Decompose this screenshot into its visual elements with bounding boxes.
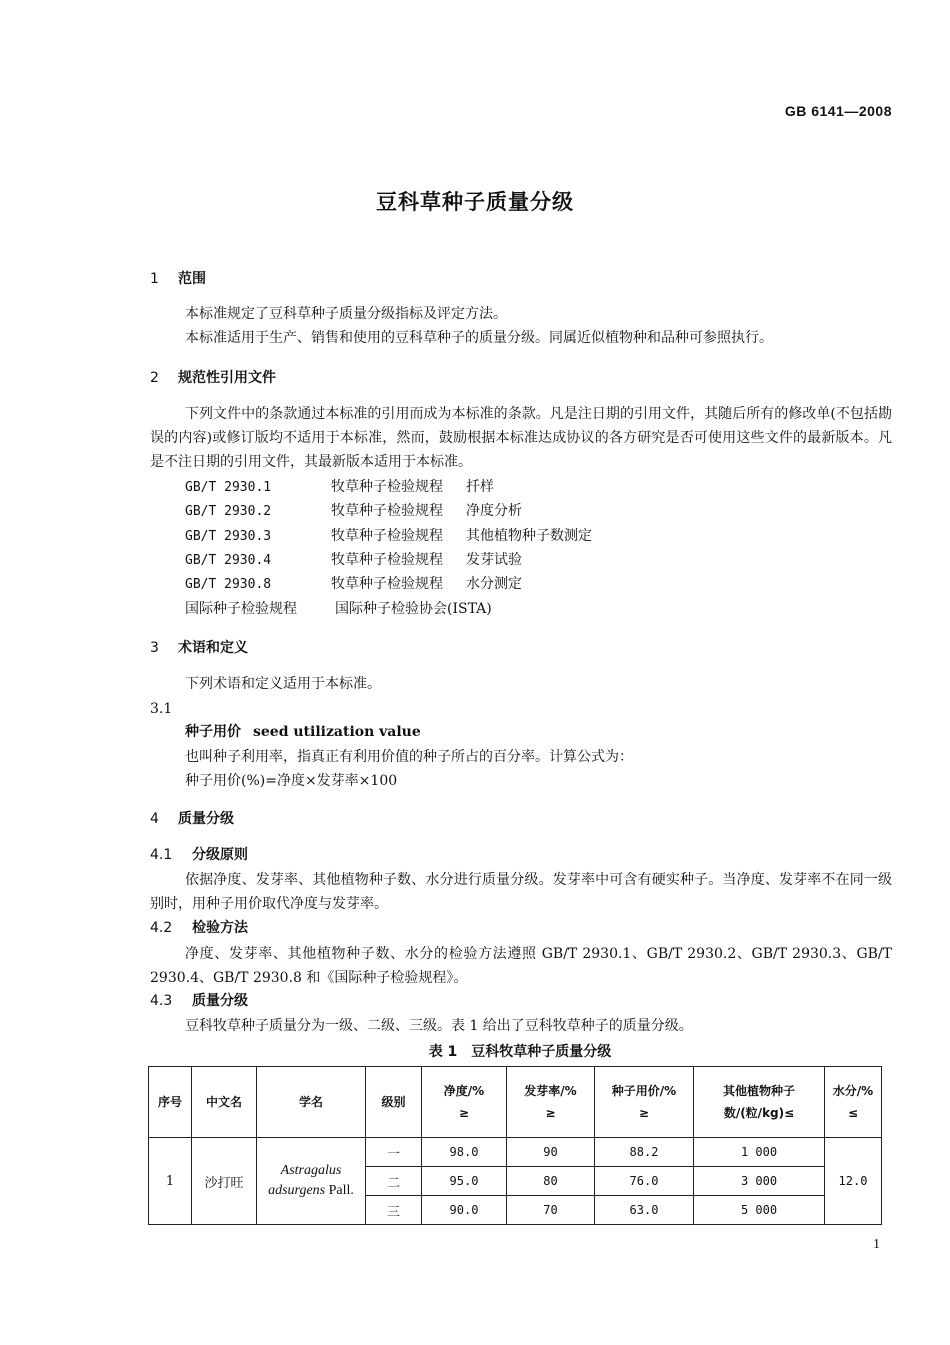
subsection-number: 4.3 — [150, 993, 173, 1009]
sci-genus: Astragalus — [280, 1163, 342, 1178]
header-line: 净度/% — [443, 1084, 485, 1098]
subsection-4-1-heading — [150, 844, 248, 864]
reference-part: 发芽试验 — [466, 552, 522, 568]
paragraph: 本标准适用于生产、销售和使用的豆科草种子的质量分级。同属近似植物种和品种可参照执行。 — [185, 330, 773, 346]
cell-germination: 80 — [507, 1167, 595, 1196]
subsection-title: 质量分级 — [192, 993, 248, 1009]
reference-name: 国际种子检验规程 — [185, 601, 297, 617]
header-line: 种子用价/% — [611, 1084, 677, 1098]
header-other-seeds — [694, 1067, 825, 1138]
cell-germination: 70 — [507, 1196, 595, 1225]
subsection-4-3-heading — [150, 990, 248, 1010]
cell-moisture: 12.0 — [825, 1138, 882, 1225]
header-moisture — [825, 1067, 882, 1138]
cell-purity: 90.0 — [422, 1196, 507, 1225]
section-3-heading — [150, 637, 248, 657]
document-title: 豆科草种子质量分级 — [376, 190, 574, 214]
header-line: 数/(粒/kg)≤ — [723, 1106, 795, 1120]
term-line — [185, 720, 421, 744]
sci-author: Pall. — [328, 1183, 354, 1198]
cell-purity: 98.0 — [422, 1138, 507, 1167]
section-number: 1 — [150, 271, 159, 287]
header-line: 发芽率/% — [524, 1084, 577, 1098]
section-title: 规范性引用文件 — [178, 370, 276, 386]
subsection-number: 4.1 — [150, 847, 173, 863]
reference-part: 水分测定 — [466, 576, 522, 592]
header-germination — [507, 1067, 595, 1138]
sci-species: adsurgens — [268, 1183, 326, 1198]
header-sci-name: 学名 — [257, 1067, 366, 1138]
paragraph: 下列文件中的条款通过本标准的引用而成为本标准的条款。凡是注日期的引用文件，其随后所有的修改单(不包括勘误的内容)或修订版均不适用于本标准，然而，鼓励根据本标准达成协议的各方研究是否可使用这些文件的最新版本。凡是不注日期的引用文件，其最新版本适用于本标准。 — [150, 406, 892, 470]
reference-item — [185, 549, 522, 569]
header-line: ≥ — [545, 1106, 556, 1120]
cell-grade: 二 — [366, 1167, 422, 1196]
definition: 也叫种子利用率，指真正有利用价值的种子所占的百分率。计算公式为： — [185, 749, 633, 765]
cell-seq: 1 — [149, 1138, 192, 1225]
term-chinese: 种子用价 — [185, 724, 241, 740]
section-number: 2 — [150, 370, 159, 386]
subsection-title: 检验方法 — [192, 920, 248, 936]
reference-part: 净度分析 — [466, 503, 522, 519]
reference-code: GB/T 2930.1 — [185, 480, 272, 495]
section-4-heading — [150, 808, 234, 828]
cell-grade: 三 — [366, 1196, 422, 1225]
term-english: seed utilization value — [253, 724, 421, 740]
subsection-title: 分级原则 — [192, 847, 248, 863]
reference-code: GB/T 2930.4 — [185, 553, 272, 568]
table-caption: 表 1 豆科牧草种子质量分级 — [428, 1044, 612, 1060]
paragraph: 豆科牧草种子质量分为一级、二级、三级。表 1 给出了豆科牧草种子的质量分级。 — [185, 1018, 693, 1034]
quality-table — [148, 1066, 882, 1225]
subsection-number: 3.1 — [150, 701, 173, 717]
header-purity — [422, 1067, 507, 1138]
reference-name: 牧草种子检验规程 — [331, 528, 443, 544]
cell-sci-name — [257, 1138, 366, 1225]
section-number: 4 — [150, 811, 159, 827]
reference-part: 扦样 — [466, 479, 494, 495]
header-line: 水分/% — [832, 1084, 874, 1098]
sci-species-line — [257, 1181, 365, 1201]
cell-germination: 90 — [507, 1138, 595, 1167]
reference-org: 国际种子检验协会(ISTA) — [335, 601, 492, 617]
section-2-heading — [150, 367, 276, 387]
reference-name: 牧草种子检验规程 — [331, 552, 443, 568]
header-cn-name: 中文名 — [192, 1067, 257, 1138]
header-seed-value — [595, 1067, 694, 1138]
section-title: 范围 — [178, 271, 206, 287]
section-title: 质量分级 — [178, 811, 234, 827]
reference-item — [185, 476, 494, 496]
paragraph: 依据净度、发芽率、其他植物种子数、水分进行质量分级。发芽率中可含有硬实种子。当净度、发芽率不在同一级别时，用种子用价取代净度与发芽率。 — [150, 872, 892, 912]
table-row — [149, 1138, 882, 1167]
standard-number: GB 6141—2008 — [784, 103, 892, 119]
cell-purity: 95.0 — [422, 1167, 507, 1196]
cell-seed-value: 76.0 — [595, 1167, 694, 1196]
cell-seed-value: 88.2 — [595, 1138, 694, 1167]
section-1-heading — [150, 268, 206, 288]
header-line: ≥ — [458, 1106, 470, 1120]
table-header-row — [149, 1067, 882, 1138]
section-title: 术语和定义 — [178, 640, 248, 656]
reference-code: GB/T 2930.8 — [185, 577, 272, 592]
header-line: 其他植物种子 — [722, 1084, 795, 1098]
reference-part: 其他植物种子数测定 — [466, 528, 592, 544]
reference-item — [185, 500, 522, 520]
header-grade: 级别 — [366, 1067, 422, 1138]
cell-cn-name: 沙打旺 — [192, 1138, 257, 1225]
paragraph: 下列术语和定义适用于本标准。 — [185, 676, 381, 692]
header-line: ≤ — [847, 1106, 859, 1120]
page-number: 1 — [873, 1237, 880, 1252]
paragraph: 净度、发芽率、其他植物种子数、水分的检验方法遵照 GB/T 2930.1、GB/T 2930.2、GB/T 2930.3、GB/T 2930.4、GB/T 2930.8 和《国际种子检验规程》。 — [150, 946, 892, 986]
cell-other-seeds: 5 000 — [694, 1196, 825, 1225]
reference-code: GB/T 2930.2 — [185, 504, 272, 519]
cell-seed-value: 63.0 — [595, 1196, 694, 1225]
section-number: 3 — [150, 640, 159, 656]
header-line: ≥ — [638, 1106, 650, 1120]
cell-grade: 一 — [366, 1138, 422, 1167]
cell-other-seeds: 1 000 — [694, 1138, 825, 1167]
reference-name: 牧草种子检验规程 — [331, 503, 443, 519]
header-seq: 序号 — [149, 1067, 192, 1138]
reference-item — [185, 598, 492, 618]
subsection-number: 4.2 — [150, 920, 173, 936]
reference-name: 牧草种子检验规程 — [331, 576, 443, 592]
reference-item — [185, 573, 522, 593]
reference-name: 牧草种子检验规程 — [331, 479, 443, 495]
cell-other-seeds: 3 000 — [694, 1167, 825, 1196]
reference-item — [185, 525, 592, 545]
reference-code: GB/T 2930.3 — [185, 529, 272, 544]
paragraph: 本标准规定了豆科草种子质量分级指标及评定方法。 — [185, 306, 507, 322]
formula: 种子用价(%)=净度×发芽率×100 — [185, 773, 398, 789]
subsection-4-2-heading — [150, 917, 248, 937]
